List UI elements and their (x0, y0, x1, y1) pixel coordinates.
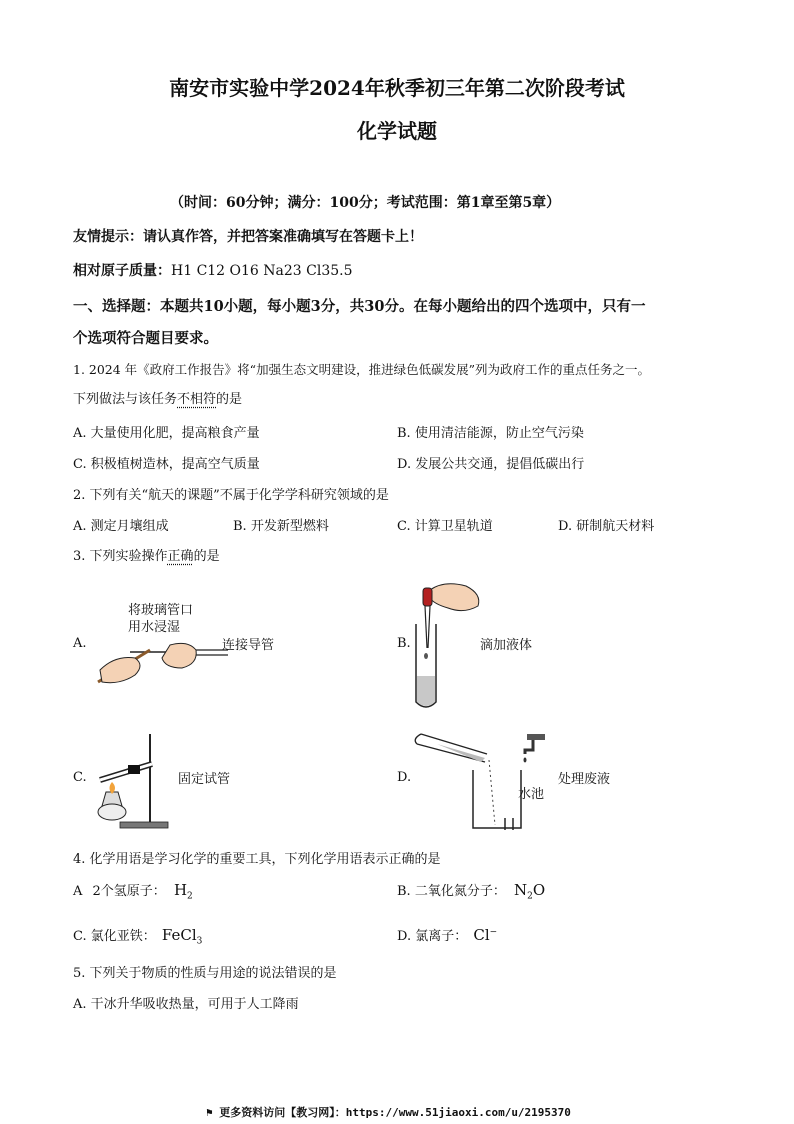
q4-option-a[interactable] (73, 880, 193, 902)
test-tube-clamp-illustration (92, 732, 172, 832)
atomic-mass-label: 相对原子质量： (73, 263, 171, 279)
q4-a-text: 2个氢原子： (92, 884, 166, 899)
q2-option-d[interactable]: D. 研制航天材料 (558, 519, 655, 534)
q4-b-text: B. 二氧化氮分子： (397, 884, 506, 899)
q2-option-c[interactable]: C. 计算卫星轨道 (397, 519, 493, 534)
q4-a-formula: H (173, 881, 188, 899)
q5-stem: 5. 下列关于物质的性质与用途的说法错误的是 (73, 966, 337, 981)
q4-option-d[interactable] (397, 925, 497, 944)
q3-stem-part3: 的是 (193, 549, 220, 564)
q1-emphasis: 不相符 (177, 392, 217, 407)
connect-tube-illustration (90, 630, 230, 690)
q3-option-a-label[interactable]: A. (73, 636, 87, 651)
q4-c-text: C. 氯化亚铁： (73, 929, 156, 944)
q3-emphasis: 正确 (167, 549, 194, 564)
q4-c-formula: FeCl (161, 926, 197, 944)
q3-c-caption: 固定试管 (178, 772, 231, 787)
q3-d-caption: 处理废液 (558, 772, 611, 787)
q1-stem-part3: 的是 (216, 392, 243, 407)
q4-stem: 4. 化学用语是学习化学的重要工具，下列化学用语表示正确的是 (73, 852, 441, 867)
flag-icon: ⚑ (206, 1106, 213, 1119)
q1-stem-line2 (73, 388, 242, 407)
q4-d-formula: Cl (473, 926, 490, 944)
q3-a-caption: 连接导管 (222, 638, 275, 653)
q4-c-sub: 3 (196, 936, 203, 947)
q4-b-formula: N (513, 881, 528, 899)
atomic-mass-line (73, 260, 353, 280)
q4-d-sup: − (489, 927, 498, 938)
footer-text: 更多资料访问【教习网】：https://www.51jiaoxi.com/u/2195370 (219, 1106, 571, 1119)
dropper-illustration (408, 576, 488, 711)
section-heading-line1: 一、选择题：本题共10小题，每小题3分，共30分。在每小题给出的四个选项中，只有一 (73, 298, 646, 315)
q1-stem-part1: 下列做法与该任务 (73, 392, 178, 407)
friendly-tip: 友情提示：请认真作答，并把答案准确填写在答题卡上！ (73, 229, 423, 245)
q4-option-b[interactable] (397, 880, 545, 902)
q3-stem (73, 545, 220, 564)
waste-pool-illustration (415, 730, 555, 830)
q2-option-a[interactable]: A. 测定月壤组成 (73, 519, 169, 534)
q3-stem-part1: 3. 下列实验操作 (73, 549, 168, 564)
q1-option-d[interactable]: D. 发展公共交通，提倡低碳出行 (397, 457, 585, 472)
q3-option-d-label[interactable]: D. (397, 770, 412, 785)
q4-option-c[interactable] (73, 925, 202, 947)
q1-option-a[interactable]: A. 大量使用化肥，提高粮食产量 (73, 426, 260, 441)
q2-option-b[interactable]: B. 开发新型燃料 (233, 519, 329, 534)
q3-a-note-line2: 用水浸湿 (128, 620, 181, 635)
q3-d-pool-label: 水池 (518, 787, 545, 802)
q4-b-formula2: O (532, 881, 546, 899)
q3-option-b-label[interactable]: B. (397, 636, 411, 651)
q3-option-c-label[interactable]: C. (73, 770, 87, 785)
q5-option-a[interactable]: A. 干冰升华吸收热量，可用于人工降雨 (73, 997, 299, 1012)
exam-meta: （时间：60分钟；满分：100分；考试范围：第1章至第5章） (170, 195, 561, 211)
q1-option-b[interactable]: B. 使用清洁能源，防止空气污染 (397, 426, 584, 441)
q1-option-c[interactable]: C. 积极植树造林，提高空气质量 (73, 457, 260, 472)
section-heading-line2: 个选项符合题目要求。 (73, 330, 218, 347)
q4-d-text: D. 氯离子： (397, 929, 468, 944)
q1-stem-line1: 1. 2024 年《政府工作报告》将“加强生态文明建设，推进绿色低碳发展”列为政府工作的重点任务之一。 (73, 362, 650, 377)
exam-subtitle: 化学试题 (357, 119, 437, 143)
atomic-mass-values: H1 C12 O16 Na23 Cl35.5 (171, 263, 353, 279)
exam-title: 南安市实验中学2024年秋季初三年第二次阶段考试 (169, 76, 625, 100)
q3-b-caption: 滴加液体 (480, 638, 533, 653)
footer-link[interactable] (206, 1104, 571, 1120)
q4-a-sub: 2 (187, 891, 193, 902)
q2-stem: 2. 下列有关“航天的课题”不属于化学学科研究领域的是 (73, 488, 389, 503)
q4-b-sub: 2 (527, 891, 533, 902)
q4-a-label: A (73, 884, 83, 899)
q3-a-note-line1: 将玻璃管口 (128, 603, 194, 618)
